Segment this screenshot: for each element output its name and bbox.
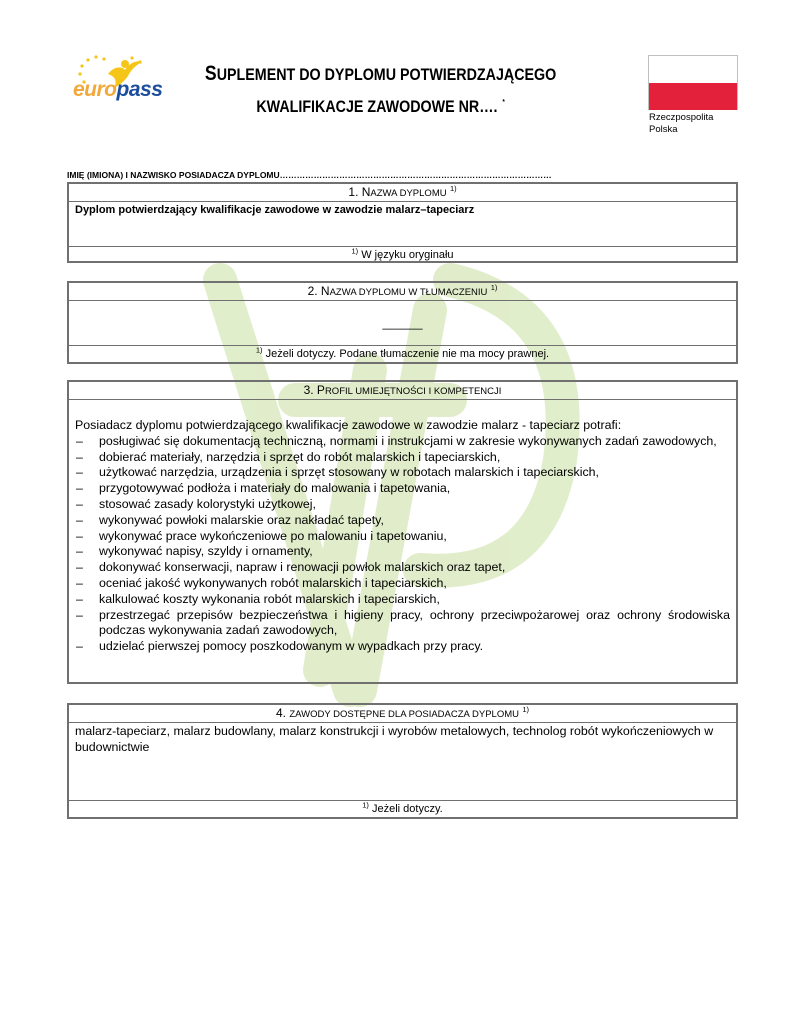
document-title: SUPLEMENT DO DYPLOMU POTWIERDZAJĄCEGO KWALIFIKACJE ZAWODOWE NR…. * [204,62,557,116]
skill-item-text: stosować zasady kolorystyki użytkowej, [99,496,316,511]
skill-item-text: oceniać jakość wykonywanych robót malarskich i tapeciarskich, [99,575,447,590]
section-footnote: $^{1)}$ W języku oryginału [69,246,736,263]
bullet-dash: – [76,449,83,464]
bullet-dash: – [76,544,83,559]
skill-item [75,450,730,466]
bullet-dash: – [76,528,83,543]
skill-item [75,481,730,497]
bullet-dash: – [76,560,83,575]
skill-item [75,560,730,576]
section-skills-profile [67,380,738,684]
skill-item-text: użytkować narzędzia, urządzenia i sprzęt stosowany w robotach malarskich i tapeciarskich, [99,465,599,480]
section-header: 3. PROFIL UMIEJĘTNOŚCI I KOMPETENCJI [69,382,736,400]
country-name: Rzeczpospolita Polska [649,112,714,135]
skill-item [75,513,730,529]
flag-white-stripe [649,56,737,83]
skill-item [75,434,730,450]
skill-item-text: przestrzegać przepisów bezpieczeństwa i higieny pracy, ochrony przeciwpożarowej oraz ochrony środowiska podczas wykonywania zadań zawodowych, [99,607,730,638]
translation-value: ______ [382,316,423,330]
skill-item-text: udzielać pierwszej pomocy poszkodowanym w wypadkach przy pracy. [99,639,484,654]
skill-item [75,592,730,608]
bullet-dash: – [76,639,83,654]
section-header: 1. NAZWA DYPLOMU $^{1)}$ [69,184,736,202]
skill-item-text: dokonywać konserwacji, napraw i renowacji powłok malarskich oraz tapet, [99,560,506,575]
flag-red-stripe [649,83,737,110]
skill-item-text: wykonywać prace wykończeniowe po malowaniu i tapetowaniu, [99,528,447,543]
bullet-dash: – [76,481,83,496]
section-header: 2. NAZWA DYPLOMU W TŁUMACZENIU $^{1)}$ [69,283,736,301]
occupations-value: malarz-tapeciarz, malarz budowlany, malarz konstrukcji i wyrobów metalowych, technolog robót wykończeniowych w budownictwie [75,724,714,754]
skill-item [75,465,730,481]
poland-flag [648,55,738,110]
skills-list [75,434,730,655]
skills-intro: Posiadacz dyplomu potwierdzającego kwalifikacje zawodowe w zawodzie malarz - tapeciarz potrafi: [75,418,622,432]
skill-item-text: przygotowywać podłoża i materiały do malowania i tapetowania, [99,481,451,496]
bullet-dash: – [76,465,83,480]
skill-item [75,639,730,655]
section-diploma-translation [67,281,738,364]
europass-wordmark: europass [73,78,163,101]
bullet-dash: – [76,433,83,448]
section-diploma-name [67,182,738,263]
bullet-dash: – [76,496,83,511]
skills-body [69,400,736,655]
bullet-dash: – [76,512,83,527]
section-available-occupations [67,703,738,819]
holder-name-line: IMIĘ (IMIONA) I NAZWISKO POSIADACZA DYPLOMU…………………………………………………………………………………… [67,170,552,180]
skill-item-text: kalkulować koszty wykonania robót malarskich i tapeciarskich, [99,591,440,606]
bullet-dash: – [76,575,83,590]
diploma-name-value: Dyplom potwierdzający kwalifikacje zawodowe w zawodzie malarz–tapeciarz [75,204,475,216]
skill-item [75,608,730,640]
skill-item [75,497,730,513]
skill-item [75,576,730,592]
skill-item-text: posługiwać się dokumentacją techniczną, normami i instrukcjami w zakresie wykonywanych zadań zawodowych, [99,433,717,448]
section-header: 4. ZAWODY DOSTĘPNE DLA POSIADACZA DYPLOMU $^{1)}$ [69,705,736,723]
section-footnote: $^{1)}$ Jeżeli dotyczy. Podane tłumaczenie nie ma mocy prawnej. [69,345,736,362]
section-footnote: $^{1)}$ Jeżeli dotyczy. [69,800,736,817]
skill-item [75,544,730,560]
skill-item-text: wykonywać powłoki malarskie oraz nakładać tapety, [99,512,384,527]
skill-item-text: dobierać materiały, narzędzia i sprzęt do robót malarskich i tapeciarskich, [99,449,501,464]
bullet-dash: – [76,607,83,622]
skill-item-text: wykonywać napisy, szyldy i ornamenty, [99,544,313,559]
bullet-dash: – [76,591,83,606]
skill-item [75,529,730,545]
